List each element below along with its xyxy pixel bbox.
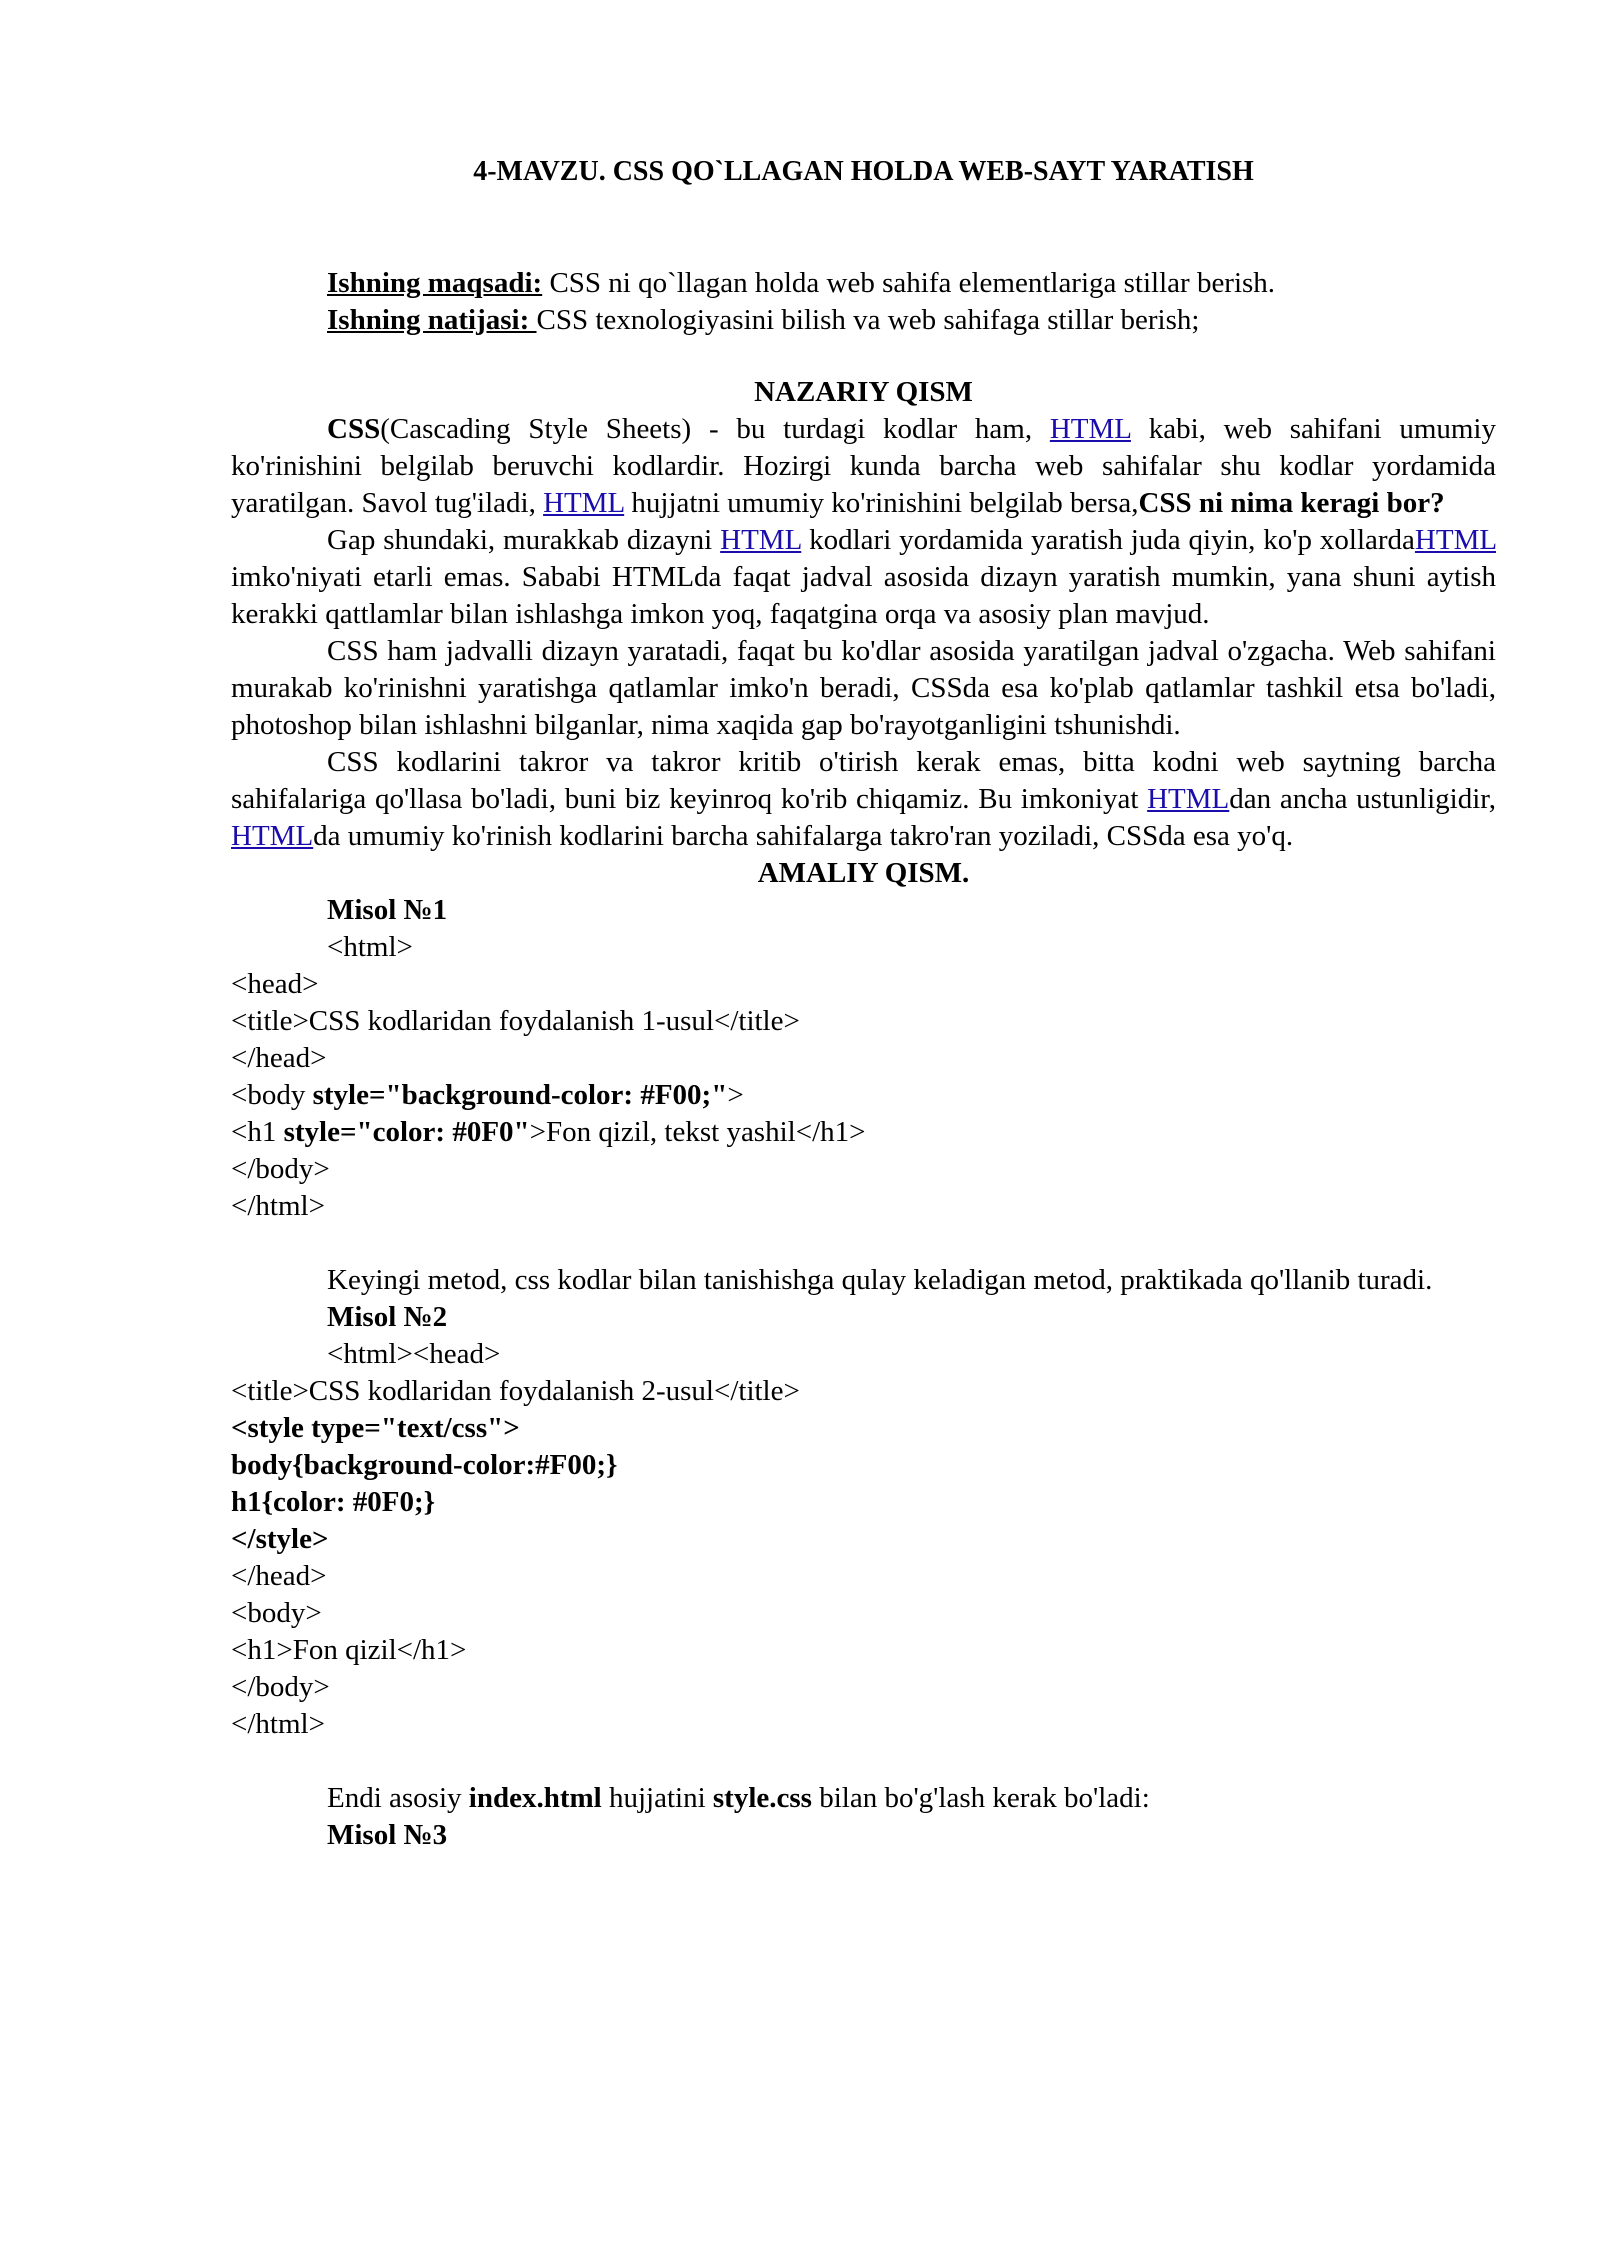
goal-text: CSS ni qo`llagan holda web sahifa elementlariga stillar berish. bbox=[542, 267, 1276, 299]
code-line bbox=[231, 1484, 1496, 1521]
example-label-text: Misol №2 bbox=[327, 1301, 448, 1333]
example-label-text: Misol №3 bbox=[327, 1819, 448, 1851]
code-line: </head> bbox=[231, 1042, 327, 1074]
html-link[interactable]: HTML bbox=[1049, 413, 1131, 445]
text-run: hujjatni umumiy ko'rinishini belgilab bersa, bbox=[624, 487, 1139, 519]
html-link[interactable]: HTML bbox=[1147, 783, 1230, 815]
paragraph-css-intro bbox=[231, 411, 1496, 522]
code-bold-run: h1{color: #0F0;} bbox=[231, 1486, 436, 1518]
html-link[interactable]: HTML bbox=[720, 524, 802, 556]
html-link[interactable]: HTML bbox=[1414, 524, 1497, 556]
result-text: CSS texnologiyasini bilish va web sahifaga stillar berish; bbox=[536, 304, 1200, 336]
example-1-label bbox=[231, 892, 1496, 929]
practice-heading: AMALIY QISM. bbox=[757, 857, 970, 889]
html-link[interactable]: HTML bbox=[231, 820, 314, 852]
code-line: </head> bbox=[231, 1560, 327, 1592]
text-run: imko'niyati etarli emas. Sababi HTMLda faqat jadval asosida dizayn yaratish mumkin, yana shuni aytish kerakki qattlamlar bilan ishlashga imkon yoq, faqatgina orqa va asosiy plan mavjud. bbox=[231, 561, 1496, 630]
code-bold-run: body{background-color:#F00;} bbox=[231, 1449, 618, 1481]
code-line: <html><head> bbox=[327, 1338, 501, 1370]
code-line: </body> bbox=[231, 1153, 330, 1185]
code-line: <h1>Fon qizil</h1> bbox=[231, 1634, 467, 1666]
filename-bold: index.html bbox=[468, 1782, 602, 1814]
paragraph-link-files bbox=[231, 1780, 1496, 1817]
code-run: <h1 bbox=[231, 1116, 284, 1148]
code-bold-run: style="background-color: #F00;" bbox=[312, 1079, 728, 1111]
code-bold-run: </style> bbox=[231, 1523, 329, 1555]
text-run: kabi, web sahifani umumiy ko'rinishini belgilab beruvchi kodlardir. Hozirgi kunda barcha web sahifalar shu kodlar yordamida yaratilgan. Savol tug'iladi, bbox=[231, 413, 1496, 519]
code-line bbox=[231, 1114, 1496, 1151]
goal-line bbox=[327, 265, 1275, 302]
text-run: Endi asosiy bbox=[327, 1782, 469, 1814]
code-line: <title>CSS kodlaridan foydalanish 2-usul</title> bbox=[231, 1375, 800, 1407]
text-run: Gap shundaki, murakkab dizayni bbox=[327, 524, 721, 556]
code-bold-run: <style type="text/css"> bbox=[231, 1412, 520, 1444]
code-line bbox=[231, 1521, 1496, 1558]
result-line bbox=[327, 302, 1199, 339]
code-line: </html> bbox=[231, 1708, 325, 1740]
text-run: CSS kodlarini takror va takror kritib o'tirish kerak emas, bitta kodni web saytning barcha sahifalariga qo'llasa bo'ladi, buni biz keyinroq ko'rib chiqamiz. Bu imkoniyat bbox=[231, 746, 1496, 815]
code-bold-run: style="color: #0F0" bbox=[283, 1116, 530, 1148]
question-bold: CSS ni nima keragi bor? bbox=[1138, 487, 1445, 519]
code-line: <title>CSS kodlaridan foydalanish 1-usul</title> bbox=[231, 1005, 800, 1037]
filename-bold: style.css bbox=[712, 1782, 812, 1814]
paragraph-reuse bbox=[231, 744, 1496, 855]
text-run: kodlari yordamida yaratish juda qiyin, ko'p xollarda bbox=[801, 524, 1415, 556]
code-line bbox=[231, 1447, 1496, 1484]
spacer bbox=[231, 1743, 1496, 1780]
code-line: </body> bbox=[231, 1671, 330, 1703]
theory-heading: NAZARIY QISM bbox=[754, 376, 973, 408]
code-run: <body bbox=[231, 1079, 313, 1111]
text-run: da umumiy ko'rinish kodlarini barcha sahifalarga takro'ran yoziladi, CSSda esa yo'q. bbox=[313, 820, 1294, 852]
example-2-label bbox=[231, 1299, 1496, 1336]
example-label-text: Misol №1 bbox=[327, 894, 448, 926]
code-line bbox=[231, 1410, 1496, 1447]
paragraph-design bbox=[231, 522, 1496, 633]
document-body bbox=[231, 374, 1496, 1854]
html-link[interactable]: HTML bbox=[543, 487, 625, 519]
example-3-label bbox=[231, 1817, 1496, 1854]
code-run: > bbox=[727, 1079, 744, 1111]
code-line: </html> bbox=[231, 1190, 325, 1222]
spacer bbox=[231, 1225, 1496, 1262]
document-title: 4-MAVZU. CSS QO`LLAGAN HOLDA WEB-SAYT YARATISH bbox=[473, 156, 1254, 187]
text-run: bilan bo'g'lash kerak bo'ladi: bbox=[811, 1782, 1150, 1814]
code-run: >Fon qizil, tekst yashil</h1> bbox=[529, 1116, 866, 1148]
css-term: CSS bbox=[327, 413, 381, 445]
code-line: <head> bbox=[231, 968, 319, 1000]
code-line: <html> bbox=[327, 931, 413, 963]
paragraph-layers: CSS ham jadvalli dizayn yaratadi, faqat bu ko'dlar asosida yaratilgan jadval o'zgacha. Web sahifani murakab ko'rinishni yaratishga qatlamlar imko'n beradi, CSSda esa ko'plab qatlamlar tashkil etsa bo'ladi, photoshop bilan ishlashni bilganlar, nima xaqida gap bo'rayotganligini tshunishdi. bbox=[231, 635, 1496, 741]
text-run: (Cascading Style Sheets) - bu turdagi kodlar ham, bbox=[380, 413, 1050, 445]
result-label: Ishning natijasi: bbox=[327, 304, 537, 336]
text-run: hujjatini bbox=[601, 1782, 713, 1814]
code-line: <body> bbox=[231, 1597, 322, 1629]
goal-label: Ishning maqsadi: bbox=[327, 267, 543, 299]
paragraph-next-method: Keyingi metod, css kodlar bilan tanishishga qulay keladigan metod, praktikada qo'llanib turadi. bbox=[327, 1264, 1433, 1296]
text-run: dan ancha ustunligidir, bbox=[1229, 783, 1496, 815]
code-line bbox=[231, 1077, 1496, 1114]
